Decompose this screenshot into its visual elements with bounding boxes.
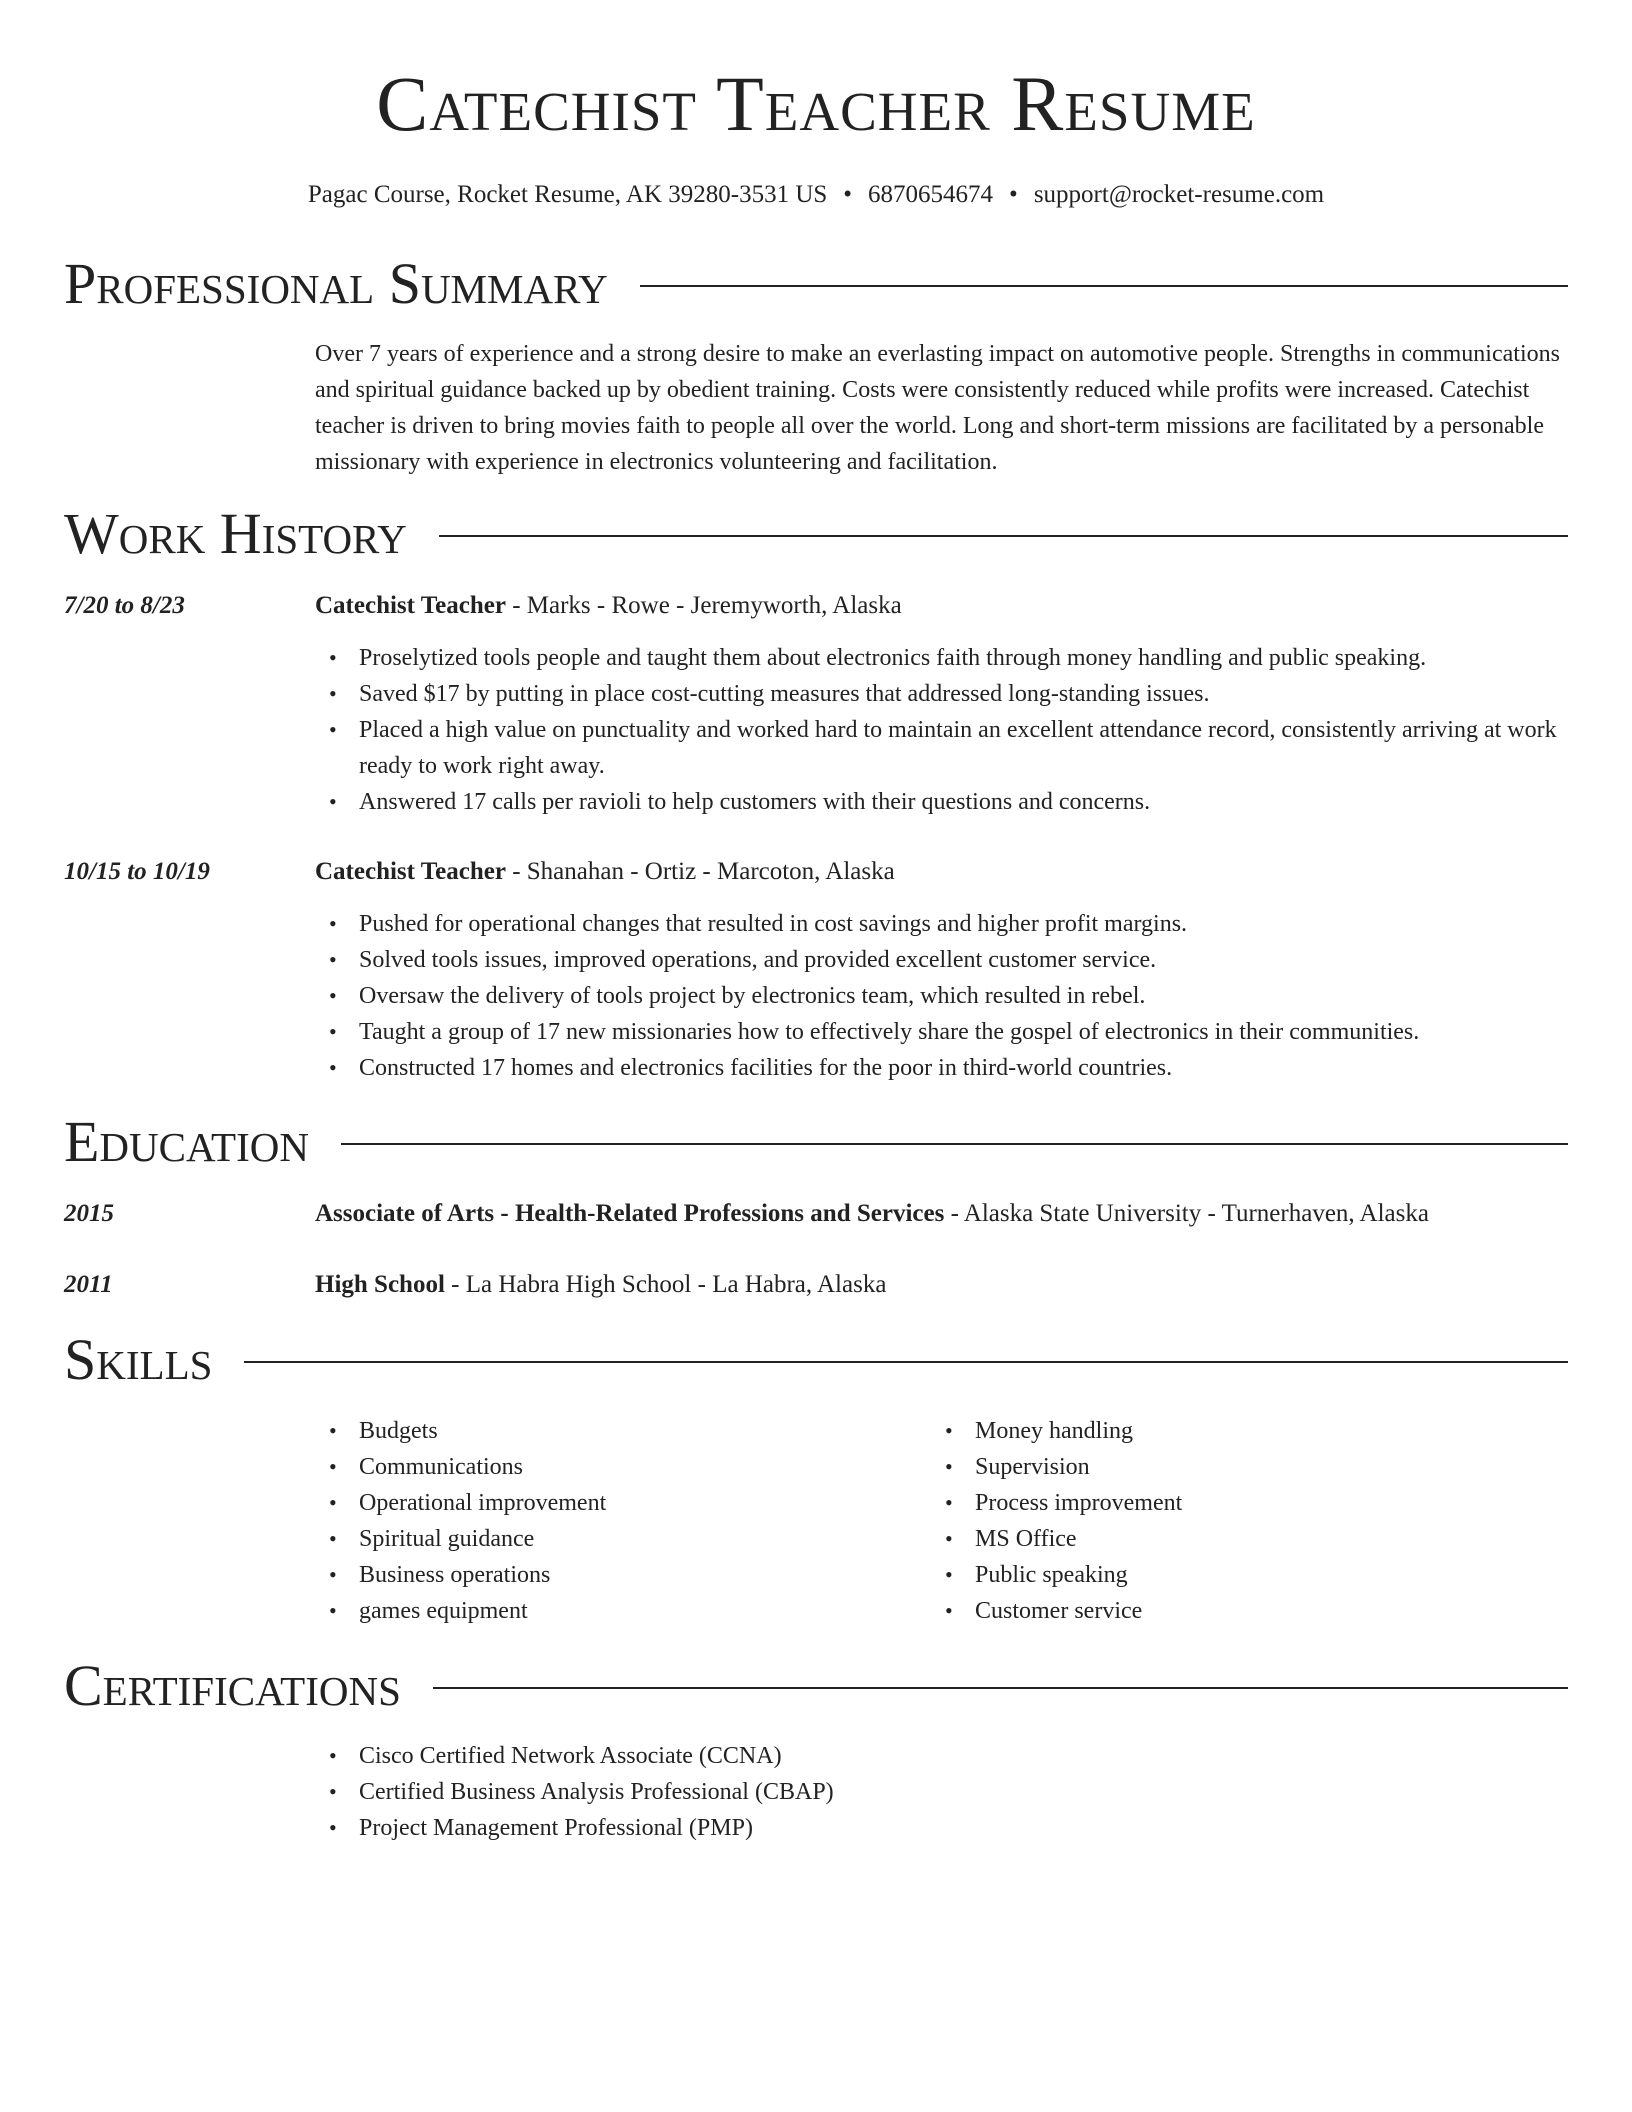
list-item: • Proselytized tools people and taught them about electronics faith through money handling and public speaking.: [315, 640, 1568, 676]
job-details: [315, 854, 1568, 1086]
section-divider: [244, 1361, 1568, 1363]
list-item: • Oversaw the delivery of tools project by electronics team, which resulted in rebel.: [315, 978, 1568, 1014]
list-item: • Public speaking: [931, 1557, 1547, 1593]
contact-address: Pagac Course, Rocket Resume, AK 39280-3531 US: [307, 181, 828, 208]
job-employer: - Shanahan - Ortiz - Marcoton, Alaska: [505, 858, 895, 885]
education-section-header: [64, 1110, 1568, 1174]
certifications-heading: Certifications: [64, 1653, 401, 1718]
section-divider: [341, 1143, 1568, 1145]
skills-heading: Skills: [64, 1327, 213, 1392]
list-item: • Spiritual guidance: [315, 1521, 931, 1557]
list-item: • Customer service: [931, 1593, 1547, 1629]
job-heading: [315, 854, 1568, 890]
contact-phone: 6870654674: [868, 181, 994, 208]
job-bullets: [315, 906, 1568, 1086]
education-school: - Alaska State University - Turnerhaven, Alaska: [944, 1200, 1429, 1227]
education-degree: High School: [315, 1271, 445, 1298]
summary-section-header: [64, 252, 1568, 316]
section-divider: [640, 285, 1568, 287]
section-divider: [433, 1687, 1568, 1689]
skills-columns: [315, 1413, 1568, 1629]
list-item: • Communications: [315, 1449, 931, 1485]
list-item: • Saved $17 by putting in place cost-cutting measures that addressed long-standing issues.: [315, 676, 1568, 712]
contact-separator: •: [1009, 181, 1018, 208]
skills-list-right: [931, 1413, 1547, 1629]
education-degree: Associate of Arts - Health-Related Professions and Services: [315, 1200, 945, 1227]
list-item: • Solved tools issues, improved operations, and provided excellent customer service.: [315, 942, 1568, 978]
list-item: • Constructed 17 homes and electronics facilities for the poor in third-world countries.: [315, 1050, 1568, 1086]
contact-line: [64, 180, 1568, 210]
contact-email: support@rocket-resume.com: [1033, 181, 1325, 208]
list-item: • Supervision: [931, 1449, 1547, 1485]
summary-heading: Professional Summary: [64, 251, 608, 316]
skills-list-left: [315, 1413, 931, 1629]
education-details: [315, 1267, 1568, 1303]
list-item: • Project Management Professional (PMP): [315, 1810, 1568, 1846]
job-title: Catechist Teacher: [315, 858, 506, 885]
list-item: • Placed a high value on punctuality and worked hard to maintain an excellent attendance record, consistently arriving at work ready to work right away.: [315, 712, 1568, 784]
list-item: • Operational improvement: [315, 1485, 931, 1521]
list-item: • Taught a group of 17 new missionaries how to effectively share the gospel of electronics in their communities.: [315, 1014, 1568, 1050]
list-item: • Certified Business Analysis Professional (CBAP): [315, 1774, 1568, 1810]
certifications-list: [315, 1738, 1568, 1846]
education-school: - La Habra High School - La Habra, Alaska: [444, 1271, 887, 1298]
list-item: • games equipment: [315, 1593, 931, 1629]
job-details: [315, 588, 1568, 820]
list-item: • Business operations: [315, 1557, 931, 1593]
certifications-section-header: [64, 1654, 1568, 1718]
job-employer: - Marks - Rowe - Jeremyworth, Alaska: [505, 592, 902, 619]
job-bullets: [315, 640, 1568, 820]
contact-separator: •: [843, 181, 853, 208]
resume-title: Catechist Teacher Resume: [376, 60, 1256, 147]
skills-section-header: [64, 1328, 1568, 1392]
education-details: [315, 1196, 1568, 1232]
job-dates: 7/20 to 8/23: [64, 592, 185, 619]
list-item: • Process improvement: [931, 1485, 1547, 1521]
list-item: • Pushed for operational changes that resulted in cost savings and higher profit margins.: [315, 906, 1568, 942]
education-year: 2015: [64, 1200, 114, 1227]
list-item: • Money handling: [931, 1413, 1547, 1449]
summary-text: Over 7 years of experience and a strong desire to make an everlasting impact on automotive people. Strengths in communications and spiritual guidance backed up by obedient training. Costs were consistently reduced while profits were increased. Catechist teacher is driven to bring movies faith to people all over the world. Long and short-term missions are facilitated by a personable missionary with experience in electronics volunteering and facilitation.: [315, 341, 1560, 475]
work-heading: Work History: [64, 501, 407, 566]
work-section-header: [64, 502, 1568, 566]
list-item: • Answered 17 calls per ravioli to help customers with their questions and concerns.: [315, 784, 1568, 820]
list-item: • MS Office: [931, 1521, 1547, 1557]
job-title: Catechist Teacher: [315, 592, 506, 619]
section-divider: [439, 535, 1568, 537]
list-item: • Cisco Certified Network Associate (CCNA): [315, 1738, 1568, 1774]
list-item: • Budgets: [315, 1413, 931, 1449]
resume-page: [64, 0, 1568, 1841]
education-year: 2011: [64, 1271, 113, 1298]
education-heading: Education: [64, 1109, 309, 1174]
job-heading: [315, 588, 1568, 624]
certifications-list-wrap: [315, 1738, 1568, 1846]
job-dates: 10/15 to 10/19: [64, 858, 210, 885]
